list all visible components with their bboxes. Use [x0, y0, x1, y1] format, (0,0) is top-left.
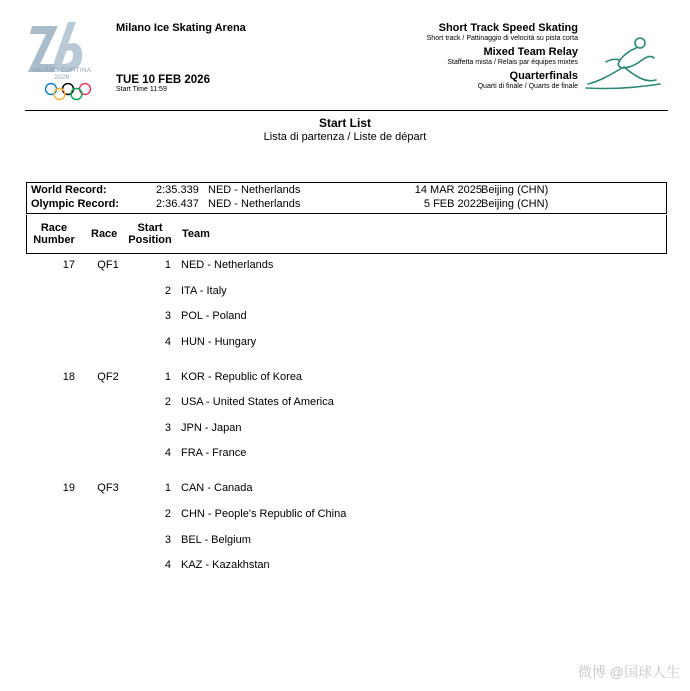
team-name: CAN - Canada — [181, 482, 253, 494]
team-name: CHN - People's Republic of China — [181, 508, 347, 520]
table-row — [0, 336, 690, 352]
start-time: Start Time 11:59 — [116, 86, 167, 93]
race-number: 18 — [62, 371, 75, 383]
race-code: QF1 — [97, 259, 119, 271]
team-name: NED - Netherlands — [181, 259, 274, 271]
team-name: KAZ - Kazakhstan — [181, 559, 270, 571]
phase-title: Quarterfinals — [509, 70, 578, 82]
event-subtitle: Staffetta mista / Relais par équipes mixtes — [447, 59, 578, 66]
race-code: QF3 — [97, 482, 119, 494]
start-position: 4 — [164, 447, 171, 459]
table-row — [0, 371, 690, 387]
table-row — [0, 534, 690, 550]
table-row — [0, 310, 690, 326]
event-header — [427, 22, 578, 94]
team-name: BEL - Belgium — [181, 534, 251, 546]
world-record-row — [27, 184, 666, 198]
logo-text-line1: MILANO CORTINA — [32, 67, 92, 74]
column-start-position-line2: Position — [128, 234, 172, 246]
record-place: Beijing (CHN) — [481, 184, 549, 196]
start-position: 4 — [164, 559, 171, 571]
table-row — [0, 285, 690, 301]
record-time: 2:35.339 — [156, 184, 199, 196]
race-number: 17 — [62, 259, 75, 271]
record-holder: NED - Netherlands — [208, 198, 301, 210]
event-date: TUE 10 FEB 2026 — [116, 74, 210, 86]
page-title: Start List — [318, 116, 371, 130]
table-row — [0, 422, 690, 438]
start-position: 2 — [164, 508, 171, 520]
record-holder: NED - Netherlands — [208, 184, 301, 196]
phase-subtitle: Quarti di finale / Quarts de finale — [477, 83, 578, 90]
team-name: JPN - Japan — [181, 422, 242, 434]
start-position: 1 — [164, 371, 171, 383]
column-race-number — [31, 222, 77, 246]
race-number: 19 — [62, 482, 75, 494]
start-position: 3 — [164, 534, 171, 546]
record-label: Olympic Record: — [31, 198, 120, 210]
record-place: Beijing (CHN) — [481, 198, 549, 210]
short-track-skater-icon — [582, 34, 664, 92]
table-row — [0, 259, 690, 275]
start-position: 1 — [164, 482, 171, 494]
race-code: QF2 — [97, 371, 119, 383]
table-row — [0, 559, 690, 575]
column-race-number-line1: Race — [40, 222, 68, 234]
logo-text-line2: 2026 — [54, 74, 70, 81]
logo-wordmark — [22, 67, 102, 81]
start-position: 1 — [164, 259, 171, 271]
olympic-rings-icon — [44, 83, 92, 101]
table-row — [0, 508, 690, 524]
table-header — [26, 215, 667, 254]
team-name: HUN - Hungary — [181, 336, 257, 348]
table-row — [0, 482, 690, 498]
record-date: 14 MAR 2025 — [414, 184, 482, 196]
start-position: 4 — [164, 336, 171, 348]
column-race-number-line2: Number — [33, 234, 75, 246]
team-name: FRA - France — [181, 447, 247, 459]
start-position: 3 — [164, 422, 171, 434]
start-position: 2 — [164, 396, 171, 408]
column-start-position — [124, 222, 176, 246]
header-divider — [25, 110, 668, 111]
page-subtitle: Lista di partenza / Liste de départ — [263, 131, 427, 143]
discipline-title: Short Track Speed Skating — [438, 22, 578, 34]
records-box — [26, 182, 667, 214]
venue-name: Milano Ice Skating Arena — [116, 22, 246, 34]
record-date: 5 FEB 2022 — [423, 198, 482, 210]
team-name: KOR - Republic of Korea — [181, 371, 303, 383]
start-position: 2 — [164, 285, 171, 297]
olympic-record-row — [27, 198, 666, 212]
team-name: POL - Poland — [181, 310, 247, 322]
column-race: Race — [91, 228, 118, 240]
team-name: ITA - Italy — [181, 285, 227, 297]
column-team: Team — [182, 228, 210, 240]
record-time: 2:36.437 — [156, 198, 199, 210]
team-name: USA - United States of America — [181, 396, 334, 408]
start-position: 3 — [164, 310, 171, 322]
event-title: Mixed Team Relay — [483, 46, 578, 58]
table-row — [0, 447, 690, 463]
column-start-position-line1: Start — [137, 222, 163, 234]
discipline-subtitle: Short track / Pattinaggio di velocità su pista corta — [426, 35, 578, 42]
table-row — [0, 396, 690, 412]
weibo-watermark: 微博 @国球人生 — [577, 664, 680, 680]
record-label: World Record: — [31, 184, 107, 196]
